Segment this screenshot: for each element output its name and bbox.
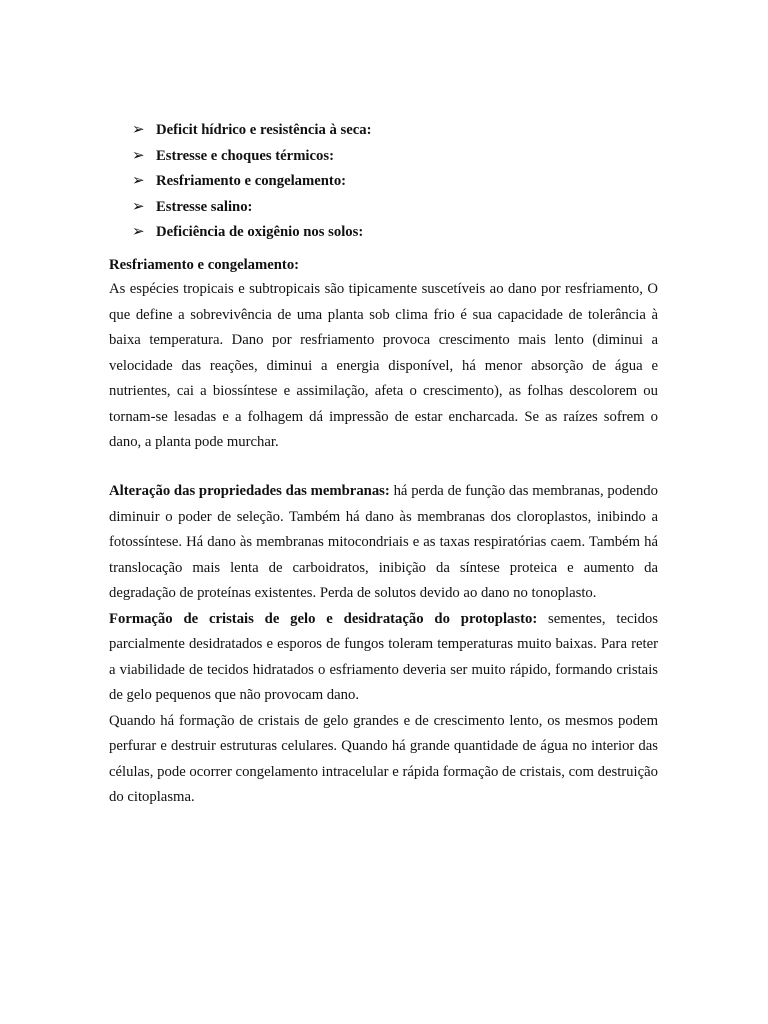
large-crystals-paragraph: Quando há formação de cristais de gelo grandes e de crescimento lento, os mesmos podem perfurar e destruir estruturas celulares. Quando há grande quantidade de água no interior das células, pode ocorrer congelamento intracelular e rápida formação de cristais, com destruição do citoplasma. (109, 712, 658, 805)
ice-crystals-text: sementes, tecidos parcialmente desidratados e esporos de fungos toleram temperaturas muito baixas. Para reter a viabilidade de tecidos hidratados o esfriamento deveria ser muito rápido, formando cristais de gelo pequenos que não provocam dano. (109, 610, 658, 703)
list-item-label: Estresse salino: (156, 198, 253, 215)
arrow-bullet-icon: ➢ (132, 173, 145, 190)
membranes-text: há perda de função das membranas, podendo diminuir o poder de seleção. Também há dano às membranas dos cloroplastos, inibindo a fotossíntese. Há dano às membranas mitocondriais e as taxas respiratórias caem. Também há translocação mais lenta de carboidratos, inibição da síntese proteica e aumento da degradação de proteínas existentes. Perda de solutos devido ao dano no tonoplasto. (109, 483, 658, 601)
list-item (132, 195, 372, 221)
ice-crystals-paragraph (109, 607, 658, 709)
list-item (132, 169, 372, 195)
arrow-bullet-icon: ➢ (132, 198, 145, 215)
membranes-paragraph (109, 479, 658, 607)
section-title: Resfriamento e congelamento: (109, 257, 300, 273)
ice-crystals-heading: Formação de cristais de gelo e desidratação do protoplasto: (109, 610, 538, 627)
arrow-bullet-icon: ➢ (132, 122, 145, 138)
list-item (132, 144, 372, 170)
list-item-label: Resfriamento e congelamento: (156, 173, 347, 190)
arrow-bullet-icon: ➢ (132, 147, 145, 164)
effects-section (109, 479, 658, 811)
topic-list (132, 118, 372, 246)
membranes-heading: Alteração das propriedades das membranas: (109, 483, 390, 499)
paragraph-text: As espécies tropicais e subtropicais são tipicamente suscetíveis ao dano por resfriamento, O que define a sobrevivência de uma planta sob clima frio é sua capacidade de tolerância à baixa temperatura. Dano por resfriamento provoca crescimento mais lento (diminui a velocidade das reações, diminui a energia disponível, há menor absorção de água e nutrientes, cai a biossíntese e assimilação, afeta o crescimento), as folhas descolorem ou tornam-se lesadas e a folhagem dá impressão de estar encharcada. Se as raízes sofrem o dano, a planta pode murchar. (109, 281, 658, 450)
list-item-label: Deficit hídrico e resistência à seca: (156, 122, 372, 138)
arrow-bullet-icon: ➢ (132, 224, 145, 241)
list-item (132, 220, 372, 246)
list-item-label: Estresse e choques térmicos: (156, 147, 334, 164)
cooling-paragraph (109, 277, 658, 456)
list-item (132, 118, 372, 144)
list-item-label: Deficiência de oxigênio nos solos: (156, 224, 364, 241)
